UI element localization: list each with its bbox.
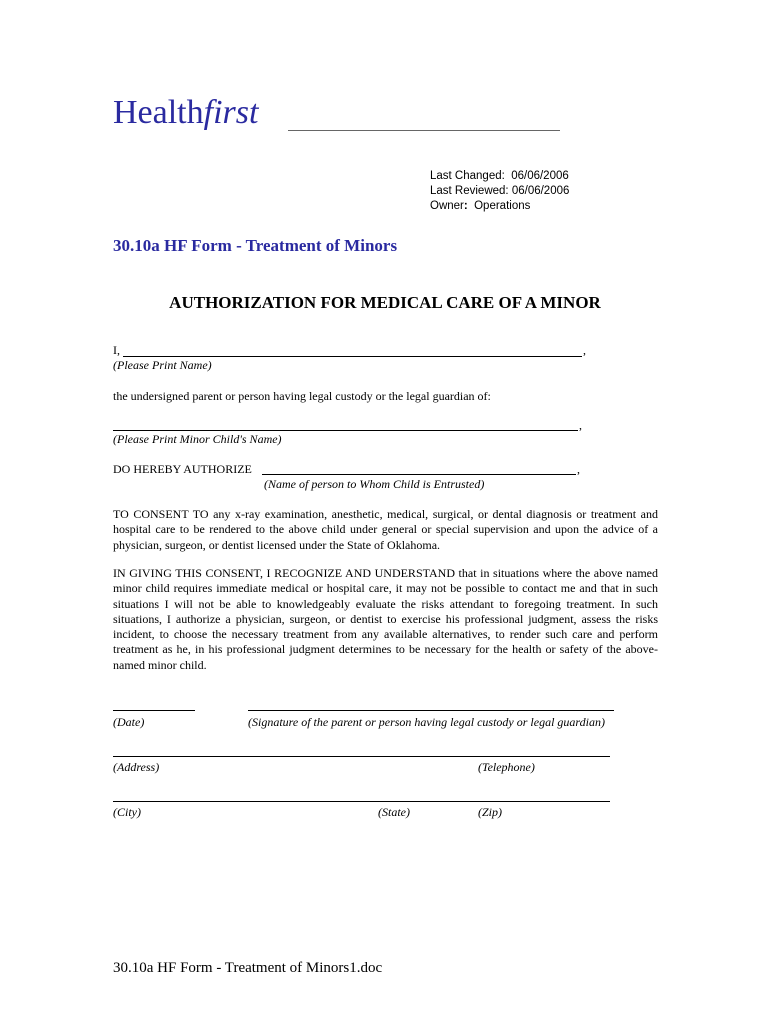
authorize-comma: ,: [577, 462, 580, 476]
document-meta: [430, 169, 569, 214]
zip-label: (Zip): [478, 805, 502, 819]
city-state-zip-field[interactable]: [113, 801, 610, 802]
signature-label: (Signature of the parent or person having legal custody or legal guardian): [248, 715, 605, 729]
healthfirst-logo: [113, 96, 258, 130]
city-label: (City): [113, 805, 141, 819]
last-reviewed-line: [430, 184, 569, 199]
logo-text-health: Health: [113, 94, 204, 131]
minor-name-comma: ,: [579, 418, 582, 432]
owner-label: Owner: [430, 200, 464, 212]
minor-name-field[interactable]: [113, 430, 578, 431]
address-telephone-field[interactable]: [113, 756, 610, 757]
logo-text-first: first: [203, 94, 259, 131]
owner-value: Operations: [474, 200, 531, 212]
last-reviewed-value: 06/06/2006: [511, 185, 570, 197]
date-label: (Date): [113, 715, 145, 729]
entrusted-hint: (Name of person to Whom Child is Entrusted): [264, 477, 485, 491]
logo-divider: [288, 130, 560, 131]
main-heading: AUTHORIZATION FOR MEDICAL CARE OF A MINOR: [169, 293, 601, 312]
recognize-paragraph: IN GIVING THIS CONSENT, I RECOGNIZE AND UNDERSTAND that in situations where the above named minor child requires immediate medical or hospital care, it may not be possible to contact me and that in such situations I will not be able to knowledgeably evaluate the risks attendant to foregoing treatment. In such situations, I authorize a physician, surgeon, or dentist to exercise his professional judgment, assess the risks incident, to choose the necessary treatment from any available alternatives, to render such care and perform treatment as he, in his professional judgment determines to be necessary for the health or safety of the above-named minor child.: [113, 566, 658, 672]
state-label: (State): [378, 805, 410, 819]
i-prefix: I,: [113, 343, 120, 357]
telephone-label: (Telephone): [478, 760, 535, 774]
guardian-line: the undersigned parent or person having legal custody or the legal guardian of:: [113, 389, 491, 403]
print-name-hint: (Please Print Name): [113, 358, 212, 372]
form-title: 30.10a HF Form - Treatment of Minors: [113, 236, 398, 255]
last-changed-line: [430, 169, 569, 184]
consent-paragraph: TO CONSENT TO any x-ray examination, anesthetic, medical, surgical, or dental diagnosis or treatment and hospital care to be rendered to the above child under general or special supervision and upon the advice of a physician, surgeon, or dentist licensed under the State of Oklahoma.: [113, 507, 658, 552]
entrusted-name-field[interactable]: [262, 474, 576, 475]
authorize-label: DO HEREBY AUTHORIZE: [113, 462, 252, 476]
date-field[interactable]: [113, 710, 195, 711]
minor-name-hint: (Please Print Minor Child's Name): [113, 432, 282, 446]
signature-field[interactable]: [248, 710, 614, 711]
name-line: [113, 343, 120, 358]
owner-line: [430, 199, 569, 214]
last-changed-value: 06/06/2006: [511, 170, 569, 182]
last-reviewed-label: Last Reviewed:: [430, 185, 509, 197]
last-changed-label: Last Changed:: [430, 170, 505, 182]
owner-colon: :: [463, 200, 468, 212]
address-label: (Address): [113, 760, 160, 774]
parent-name-field[interactable]: [123, 356, 582, 357]
document-footer: 30.10a HF Form - Treatment of Minors1.doc: [113, 960, 383, 976]
name-comma: ,: [583, 343, 586, 357]
